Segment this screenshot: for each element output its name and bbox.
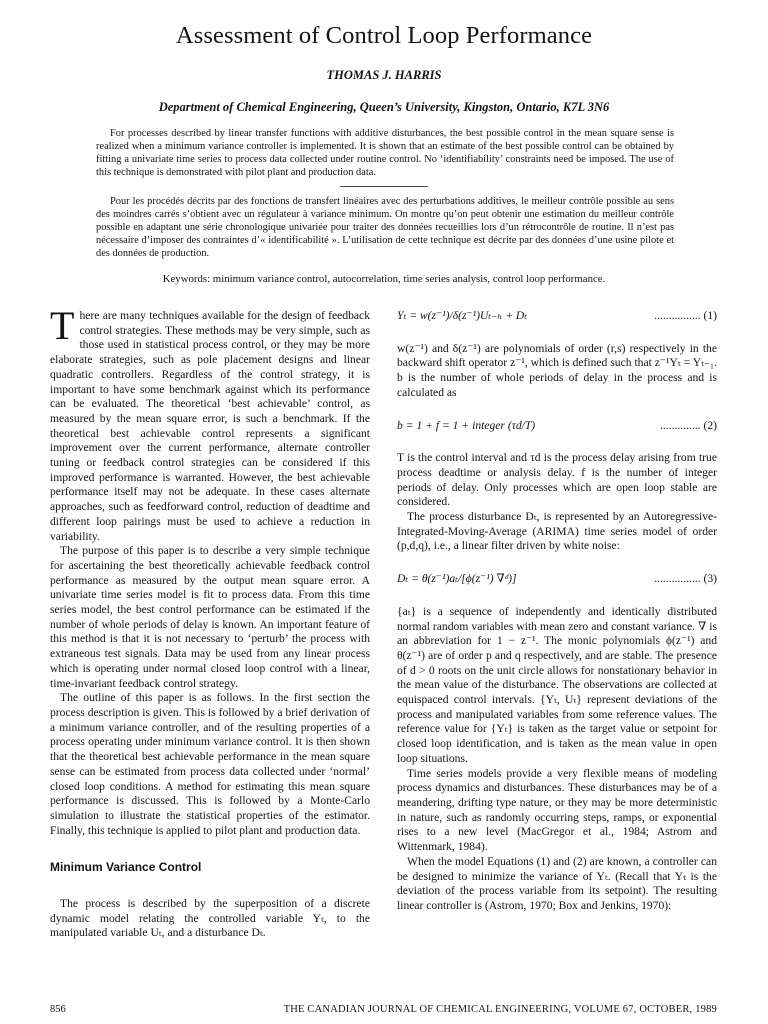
equation-2-body: b = 1 + f = 1 + integer (τd/T) xyxy=(397,418,536,432)
equation-2 xyxy=(397,419,717,434)
disturbance-paragraph: The process disturbance Dₜ, is represented by an Autoregressive-Integrated-Moving-Average (ARIMA) time series model of order (p,d,q), i.e., a linear filter driven by white noise: xyxy=(397,510,717,553)
equation-3-number: (3) xyxy=(703,572,717,586)
equation-3-leader: ................ xyxy=(654,572,701,586)
equation-1-leader: ................ xyxy=(654,309,701,322)
process-paragraph: The process is described by the superposition of a discrete dynamic model relating the controlled variable Yₜ, to the manipulated variable Uₜ, and a disturbance Dₜ. xyxy=(50,897,370,940)
equation-3-body: Dₜ = θ(z⁻¹)aₜ/[ϕ(z⁻¹) ∇ᵈ)] xyxy=(397,572,517,586)
purpose-paragraph: The purpose of this paper is to describe a very simple technique for ascertaining the best theoretically achievable feedback control performance as measured by the output mean square error. A univariate time series model is fit to process data. From this time series model, the best control performance can be estimated if the number of whole periods of delay is known. An important feature of this method is that it is not necessary to ‘perturb’ the process with extraneous test signals. Data may be used from any linear process which is operating under normal closed loop control with a linear, time-invariant feedback control strategy. xyxy=(50,544,370,690)
equation-3 xyxy=(397,572,717,587)
outline-paragraph: The outline of this paper is as follows. In the first section the process description is given. This is followed by a brief derivation of a minimum variance controller, and of the resulting properties of a process operating under minimum variance control. It is then shown that the theoretical best achievable performance in the mean square sense can be estimated from process data collected under ‘normal’ closed loop conditions. A method for estimating this mean square performance is discussed. This is followed by a Monte-Carlo simulation to illustrate the statistical properties of the estimator. Finally, this technique is applied to pilot plant and production data. xyxy=(50,691,370,837)
author-affiliation: Department of Chemical Engineering, Queen’s University, Kingston, Ontario, K7L 3N6 xyxy=(158,100,610,114)
abstract-english: For processes described by linear transfer functions with additive disturbances, the best possible control in the mean square sense is realized when a minimum variance controller is implemented. It is shown that an estimate of the best possible control can be obtained by fitting a univariate time series to process data collected under routine control. No ‘identifiability’ constraints need be imposed. The use of this technique is demonstrated with pilot plant and production data. xyxy=(96,128,674,178)
equation-2-number: (2) xyxy=(703,418,717,432)
keywords: Keywords: minimum variance control, autocorrelation, time series analysis, control loop performance. xyxy=(162,273,606,285)
abstract-divider xyxy=(340,186,428,187)
journal-footer: THE CANADIAN JOURNAL OF CHEMICAL ENGINEERING, VOLUME 67, OCTOBER, 1989 xyxy=(283,1004,717,1015)
paper-title: Assessment of Control Loop Performance xyxy=(175,22,593,49)
intro-text: here are many techniques available for the design of feedback control strategies. These methods may be very simple, such as those used in statistical process control, or they may be more elaborate strategies, such as pole placement designs and linear quadratic controllers. Regardless of the control strategy, it is important to have some benchmark against which its performance can be evaluated. The theoretical ‘best achievable’ control, as measured by the mean square error, is such a benchmark. If the theoretical best achievable control represents a significant improvement over the current performance, alternate controller tuning or feedback control strategies can be considered if this improved performance is warranted. However, the best achievable performance itself may not be adequate. In these cases alternate approaches, such as feedforward control, reduction of deadtime and different loop pairings must be used to achieve a reduction in variability. xyxy=(50,309,370,543)
time-series-paragraph: Time series models provide a very flexible means of modeling process dynamics and disturbances. These disturbances may be of a meandering, drifting type nature, or they may be more deterministic in nature, such as randomly occurring steps, ramps, or exponential rises to a new level (MacGregor et al., 1984; Astrom and Wittenmark, 1984). xyxy=(397,766,717,854)
white-noise-paragraph: {aₜ} is a sequence of independently and identically distributed normal random variables with mean zero and constant variance. ∇ is an abbreviation for 1 − z⁻¹. The monic polynomials ϕ(z⁻¹) and θ(z⁻¹) are of order p and q respectively, and are stable. The presence of d > 0 roots on the unit circle allows for nonstationary behavior in the mean value of the disturbance. The observations are collected at equispaced control intervals. {Yₜ, Uₜ} represent deviations of the process and manipulated variables from some reference values. The reference value for {Yₜ} is taken as the target value or setpoint for closed loop identification, and is taken as the mean value in open loop situations. xyxy=(397,604,717,765)
equation-1-body: Yₜ = w(z⁻¹)/δ(z⁻¹)Uₜ₋ₕ + Dₜ xyxy=(397,309,528,322)
page-number: 856 xyxy=(50,1004,66,1015)
controller-paragraph: When the model Equations (1) and (2) are known, a controller can be designed to minimize the variance of Yₜ. (Recall that Yₜ is the deviation of the process variable from its setpoint). The resulting linear controller is (Astrom, 1970; Box and Jenkins, 1970): xyxy=(397,854,717,912)
equation-2-leader: .............. xyxy=(659,418,701,432)
polynomials-paragraph: w(z⁻¹) and δ(z⁻¹) are polynomials of order (r,s) respectively in the backward shift operator z⁻¹, which is defined such that z⁻¹Yₜ = Yₜ₋₁. b is the number of whole periods of delay in the process and is calculated as xyxy=(397,341,717,399)
left-column xyxy=(50,303,370,941)
control-interval-paragraph: T is the control interval and τd is the process delay arising from true process deadtime or analysis delay. f is the number of integer periods of delay. Only processes which are open loop stable are considered. xyxy=(397,451,717,509)
equation-1-number: (1) xyxy=(703,309,717,322)
section-heading: Minimum Variance Control xyxy=(50,860,202,875)
drop-cap: T xyxy=(50,303,75,348)
intro-paragraph xyxy=(50,303,370,544)
abstract-french: Pour les procédés décrits par des fonctions de transfert linéaires avec des perturbations additives, le meilleur contrôle possible au sens des moindres carrés s’obtient avec un régulateur à variance minimum. On montre qu’on peut obtenir une estimation du meilleur contrôle possible en adaptant une série chronologique univariée pour traiter des données recueillies lors d’un rétrocontrôle de routine. Il n’est pas nécessaire d’imposer des contraintes d’« identificabilité ». L’utilisation de cette technique est décrite par des données d’une usine pilote et des données de production. xyxy=(96,196,674,259)
equation-1 xyxy=(397,309,717,324)
author-name: THOMAS J. HARRIS xyxy=(326,68,442,82)
right-column xyxy=(397,309,717,914)
